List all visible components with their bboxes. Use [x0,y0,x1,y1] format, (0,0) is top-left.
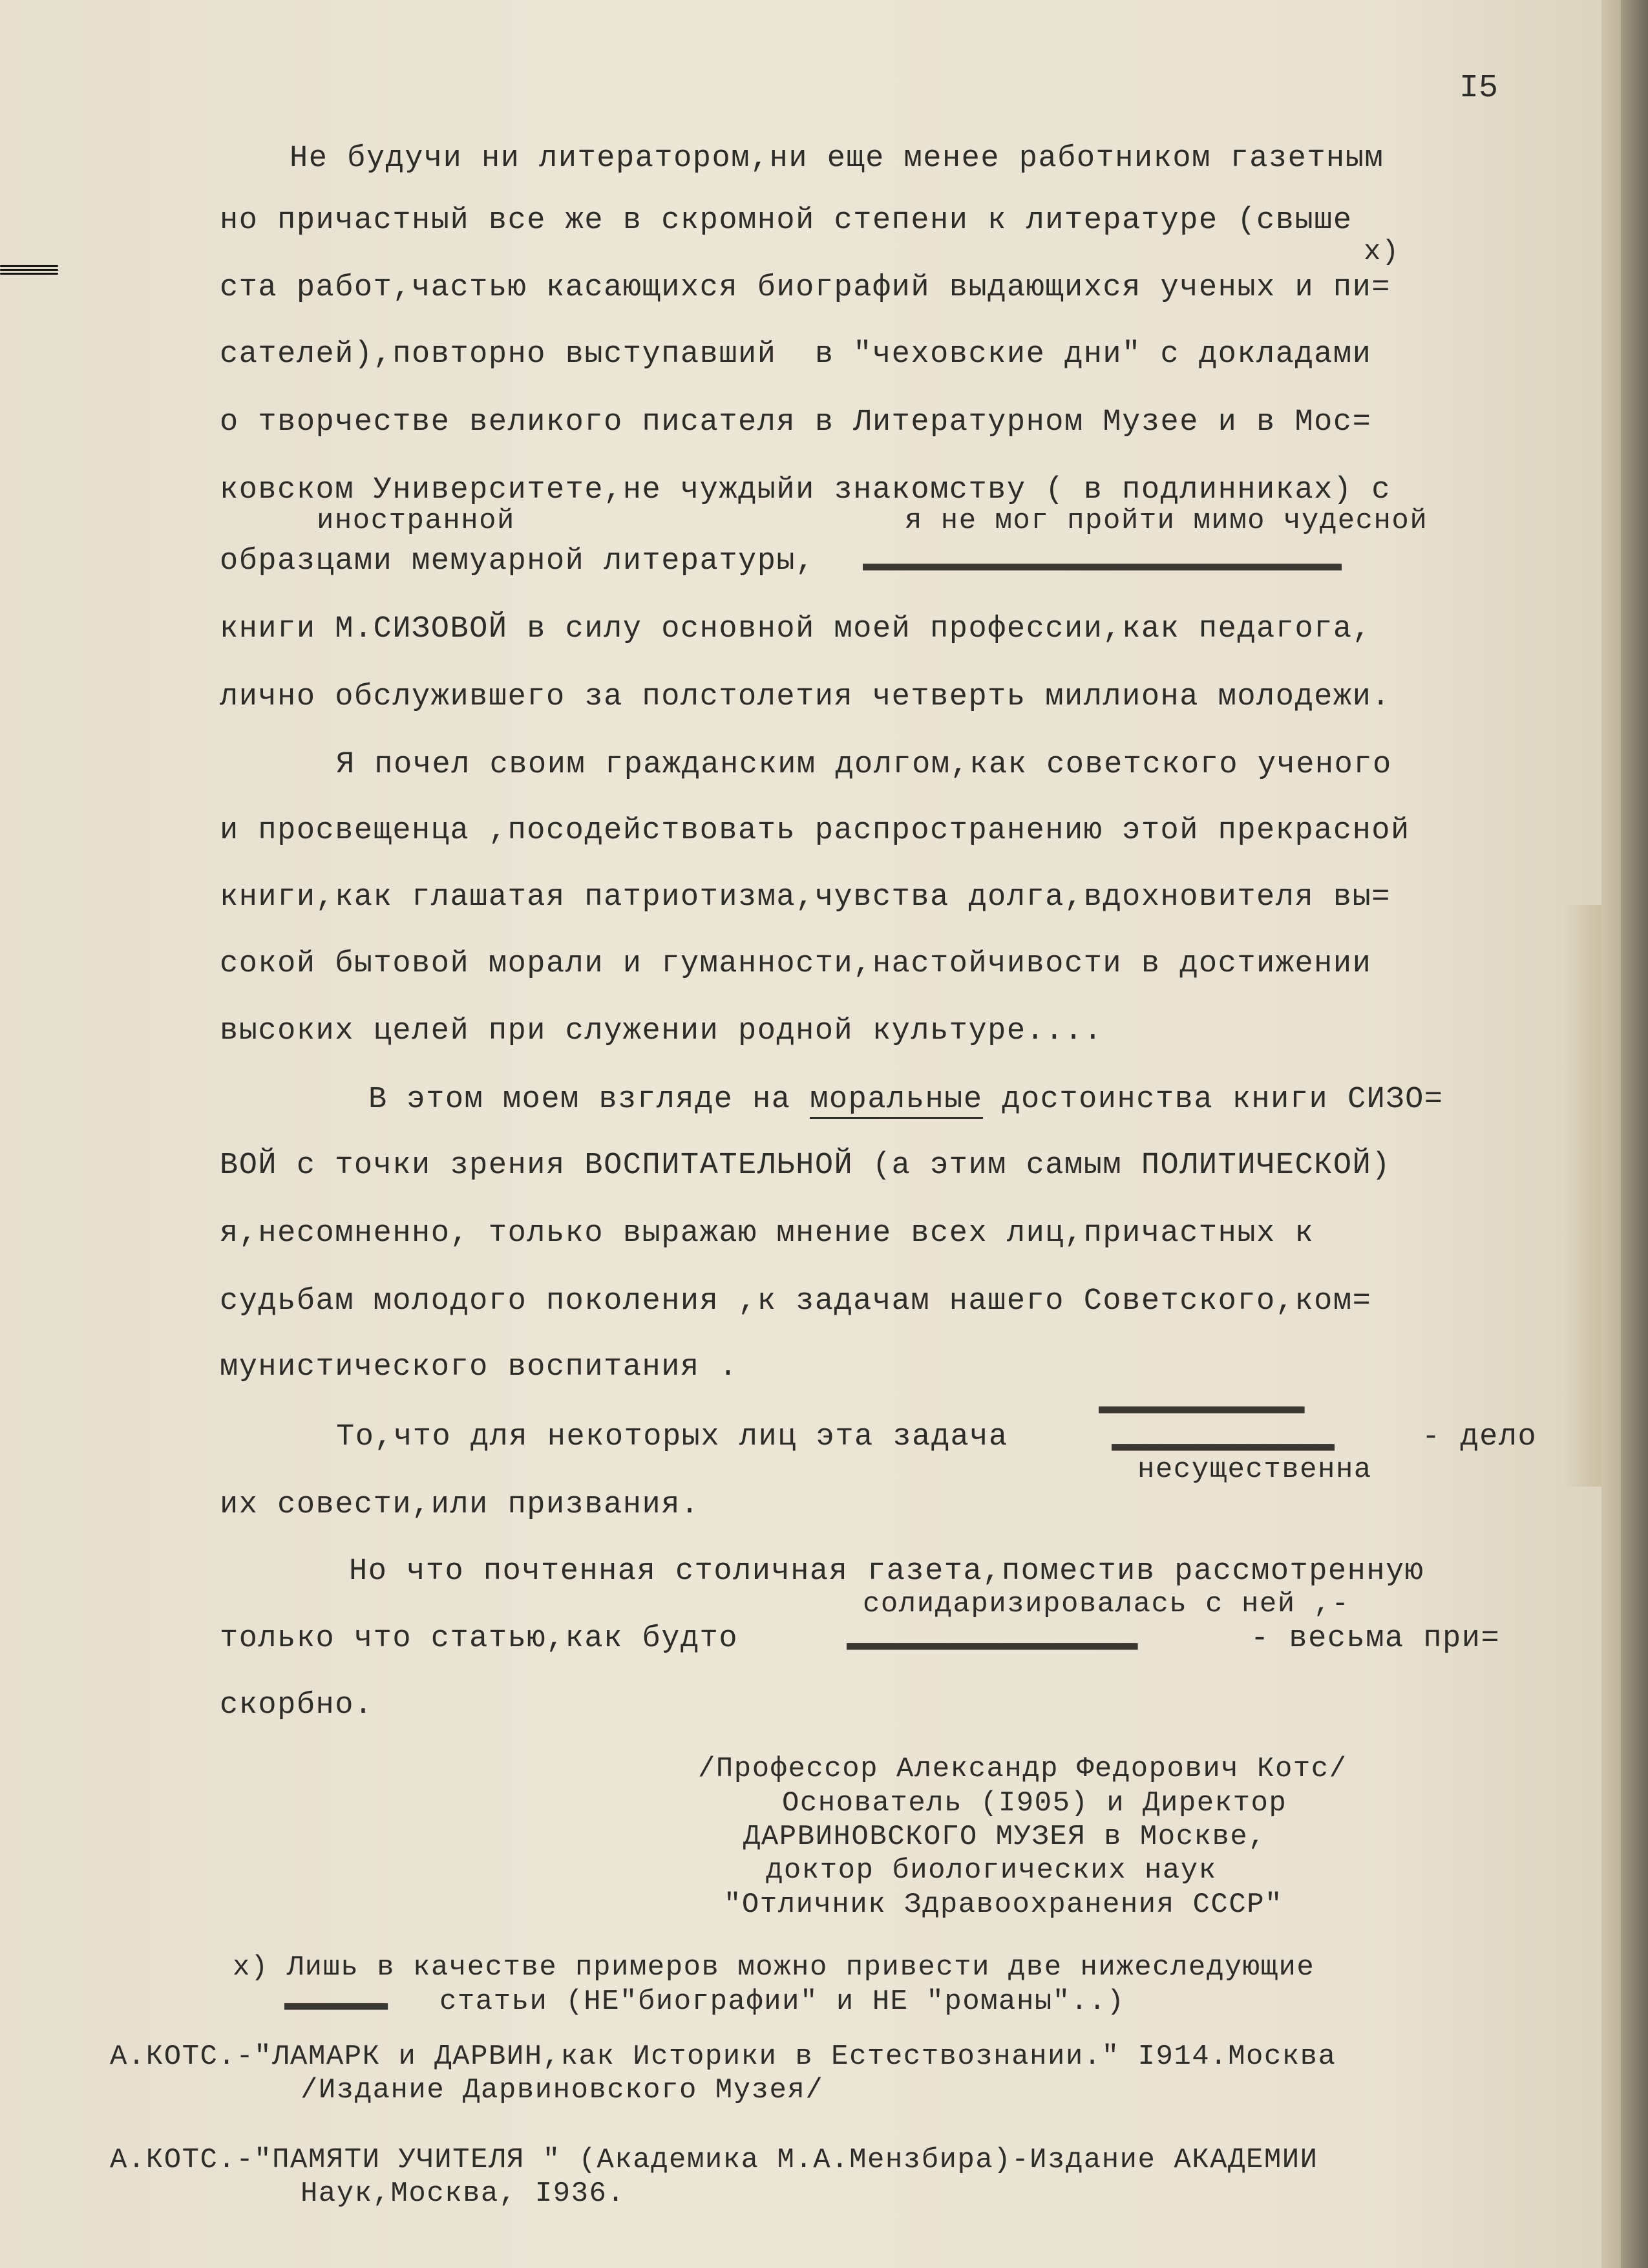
footnote-line: статьи (НЕ"биографии" и НЕ "романы"..) [439,1986,1125,2018]
underlined-word: моральные [810,1083,982,1119]
binding-thread-icon [0,265,58,279]
signature-line: "Отличник Здравоохранения СССР" [724,1889,1284,1921]
text-line: мунистического воспитания . [220,1350,739,1384]
typed-insert: я не мог пройти мимо чудесной [905,505,1428,537]
text-line: лично обслужившего за полстолетия четверть миллиона молодежи. [220,680,1391,714]
reference-line: А.КОТС.-"ПАМЯТИ УЧИТЕЛЯ " (Академика М.А.Мензбира)-Издание АКАДЕМИИ [110,2144,1318,2176]
text-line: То,что для некоторых лиц эта задача [336,1420,1008,1454]
typed-insert: несущественна [1137,1454,1372,1486]
struck-out-text: ▬▬▬▬▬▬▬▬▬▬▬▬▬▬▬▬▬ [847,1627,1137,1660]
text-line: судьбам молодого поколения ,к задачам нашего Советского,ком= [220,1284,1372,1319]
text-line: ВОЙ с точки зрения ВОСПИТАТЕЛЬНОЙ (а этим самым ПОЛИТИЧЕСКОЙ) [220,1149,1391,1183]
stacked-page-edge [1601,0,1621,2268]
text-line: книги М.СИЗОВОЙ в силу основной моей профессии,как педагога, [220,612,1372,646]
signature-line: Основатель (I905) и Директор [782,1787,1287,1819]
footnote-line: х) Лишь в качестве примеров можно привести две нижеследующие [233,1951,1315,1984]
text-line: и просвещенца ,посодействовать распространению этой прекрасной [220,814,1410,848]
struck-out-text: ▬▬▬▬▬▬▬▬▬▬▬▬▬▬▬▬▬▬▬▬▬▬▬▬▬▬▬▬ [863,548,1341,580]
struck-out-text: ▬▬▬▬▬▬▬▬▬▬▬▬ [1099,1391,1304,1423]
struck-out-text: ▬▬▬▬▬▬▬▬▬▬▬▬▬ [1112,1428,1334,1461]
text-line: высоких целей при служении родной культуре.... [220,1014,1103,1048]
footnote-marker: х) [1364,236,1400,268]
text-line: ковском Университете,не чуждыйи знакомству ( в подлинниках) с [220,473,1391,507]
text-line [368,1085,1443,1115]
text-line-end: - дело [1422,1420,1537,1454]
text-line: ста работ,частью касающихся биографий выдающихся ученых и пи= [220,271,1391,305]
reference-line: /Издание Дарвиновского Музея/ [301,2074,824,2106]
text-line: я,несомненно, только выражаю мнение всех лиц,причастных к [220,1216,1315,1251]
signature-line: /Профессор Александр Федорович Котс/ [698,1753,1347,1785]
handwritten-insert: иностранной [317,505,515,537]
text-fragment: В этом моем взгляде на [368,1083,810,1117]
text-line: их совести,или призвания. [220,1488,700,1522]
reference-line: Наук,Москва, I936. [301,2178,626,2210]
text-line: сокой бытовой морали и гуманности,настойчивости в достижении [220,947,1372,981]
text-line: Не будучи ни литератором,ни еще менее работником газетным [290,142,1384,176]
text-line-end: - весьма при= [1251,1622,1501,1656]
text-line: сателей),повторно выступавший в "чеховские дни" с докладами [220,337,1372,372]
text-line: образцами мемуарной литературы, [220,544,815,578]
text-line: книги,как глашатая патриотизма,чувства долга,вдохновителя вы= [220,880,1391,915]
text-line: скорбно. [220,1688,374,1722]
text-line: Я почел своим гражданским долгом,как советского ученого [336,748,1392,782]
struck-out-text: ▬▬▬▬▬▬ [284,1987,387,2020]
text-line: только что статью,как будто [220,1622,739,1656]
signature-line: ДАРВИНОВСКОГО МУЗЕЯ в Москве, [743,1821,1267,1853]
text-line: но причастный все же в скромной степени к литературе (свыше [220,204,1353,238]
signature-line: доктор биологических наук [766,1854,1217,1887]
text-line: о творчестве великого писателя в Литературном Музее и в Мос= [220,405,1372,440]
typed-insert: солидаризировалась с ней ,- [863,1588,1350,1620]
paper-stain [1564,905,1601,1487]
stacked-page-edge-dark [1621,0,1648,2268]
text-line: Но что почтенная столичная газета,поместив рассмотренную [349,1554,1424,1589]
text-fragment: достоинства книги СИЗО= [982,1083,1444,1117]
reference-line: А.КОТС.-"ЛАМАРК и ДАРВИН,как Историки в Естествознании." I914.Москва [110,2040,1336,2073]
page-number: I5 [1459,70,1499,107]
